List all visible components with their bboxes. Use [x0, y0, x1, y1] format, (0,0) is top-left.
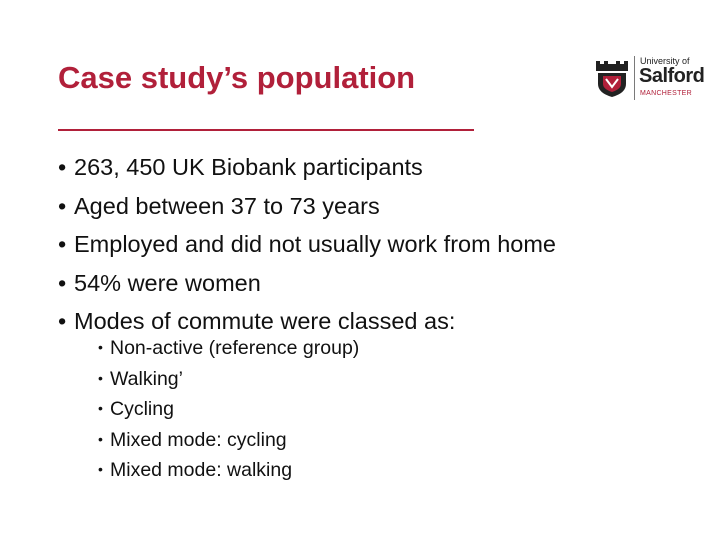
bullet-text: 54% were women	[74, 269, 261, 296]
bullet-text: Aged between 37 to 73 years	[74, 192, 380, 219]
bullet-dot: •	[58, 192, 67, 219]
sub-bullet-text: Walking’	[110, 367, 183, 390]
bullet-text: Employed and did not usually work from home	[74, 231, 556, 257]
sub-bullet-item	[98, 455, 359, 486]
university-logo	[590, 54, 705, 102]
sub-bullet-item	[98, 394, 359, 425]
sub-bullet-dot: •	[98, 369, 103, 386]
bullet-dot: •	[58, 269, 67, 296]
sub-bullet-item	[98, 425, 359, 456]
logo-line-manchester: MANCHESTER	[640, 90, 693, 97]
bullet-dot: •	[58, 154, 67, 180]
bullet-text: Modes of commute were classed as:	[74, 308, 456, 334]
sub-bullet-text: Non-active (reference group)	[110, 337, 360, 359]
bullet-item	[58, 264, 556, 303]
university-crest-icon	[592, 58, 632, 98]
bullet-item	[58, 148, 556, 187]
sub-bullet-item	[98, 333, 359, 364]
title-underline	[58, 129, 474, 131]
sub-bullet-dot: •	[98, 400, 103, 417]
sub-bullet-dot: •	[98, 461, 103, 478]
logo-line-university-of: University of	[640, 56, 690, 66]
bullet-dot: •	[58, 231, 67, 257]
bullet-item	[58, 225, 556, 264]
slide-title: Case study’s population	[58, 60, 416, 95]
sub-bullet-dot: •	[98, 430, 103, 447]
sub-bullet-text: Mixed mode: cycling	[110, 428, 287, 451]
sub-bullet-text: Mixed mode: walking	[110, 459, 293, 482]
bullet-dot: •	[58, 308, 67, 334]
main-bullet-list	[58, 148, 556, 341]
logo-divider	[634, 56, 635, 100]
sub-bullet-list	[98, 333, 359, 486]
sub-bullet-item	[98, 364, 359, 395]
bullet-text: 263, 450 UK Biobank participants	[74, 154, 423, 180]
bullet-item	[58, 187, 556, 226]
sub-bullet-dot: •	[98, 339, 103, 355]
logo-line-salford: Salford	[639, 65, 705, 87]
sub-bullet-text: Cycling	[110, 398, 174, 421]
